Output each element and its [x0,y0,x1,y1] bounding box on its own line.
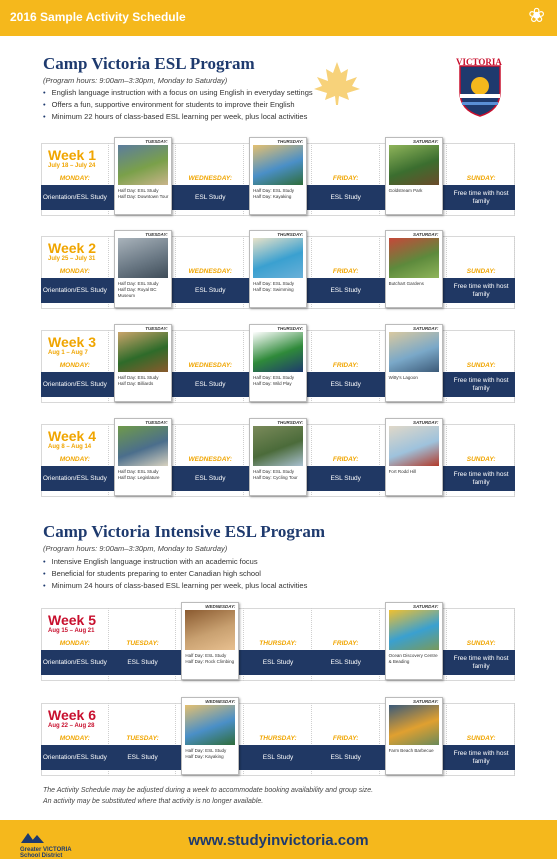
program-bullet: • Minimum 22 hours of class-based ESL learning per week, plus local activities [43,112,307,121]
day-label: FRIDAY: [332,175,359,182]
district-logo-text: Greater VICTORIA School District [20,847,72,859]
day-label: WEDNESDAY: [188,456,233,463]
activity-image [389,610,439,650]
day-label: MONDAY: [59,175,90,182]
day-activity: ESL Study [195,286,226,294]
week-row [41,420,515,497]
activity-image [118,145,168,185]
activity-photo [249,324,307,402]
activity-caption: Goldstream Park [388,188,423,193]
day-activity: Orientation/ESL Study [42,753,107,761]
activity-image [185,610,235,650]
activity-image [253,426,303,466]
week-dates: Aug 15 – Aug 21 [48,628,95,634]
week-number: Week 2 [48,240,96,256]
day-label: WEDNESDAY: [188,175,233,182]
day-activity: ESL Study [127,658,158,666]
activity-caption: Half Day: ESL Study Half Day: Cycling Tour [253,469,298,480]
program-bullet: • Beneficial for students preparing to enter Canadian high school [43,569,261,578]
day-label: SUNDAY: [466,175,496,182]
activity-image [118,332,168,372]
week-row [41,232,515,309]
activity-caption: Fort Rodd Hill [388,469,417,474]
photo-day-label: WEDNESDAY: [205,604,236,609]
schedule-note: The Activity Schedule may be adjusted during a week to accommodate booking availability and group size. [43,787,374,794]
activity-caption: Half Day: ESL Study Half Day: Kayaking [253,188,294,199]
activity-photo [385,324,443,402]
activity-image [389,145,439,185]
day-activity: ESL Study [195,474,226,482]
activity-image [185,705,235,745]
day-activity: Orientation/ESL Study [42,286,107,294]
day-label: FRIDAY: [332,640,359,647]
day-label: WEDNESDAY: [188,362,233,369]
photo-day-label: TUESDAY: [145,139,168,144]
week-number: Week 3 [48,334,96,350]
activity-photo [181,697,239,775]
activity-photo [114,137,172,215]
week-number: Week 5 [48,612,96,628]
day-activity: Orientation/ESL Study [42,193,107,201]
activity-image [389,238,439,278]
day-activity: ESL Study [195,380,226,388]
day-label: MONDAY: [59,640,90,647]
day-activity: ESL Study [330,753,361,761]
day-activity: ESL Study [127,753,158,761]
week-dates: July 25 – July 31 [48,256,96,262]
program-title: Camp Victoria Intensive ESL Program [43,522,326,541]
program-bullet: • Intensive English language instruction with an academic focus [43,557,258,566]
photo-day-label: TUESDAY: [145,326,168,331]
activity-caption: Half Day: ESL Study Half Day: Legislature [117,469,160,480]
activity-photo [249,230,307,308]
day-activity: ESL Study [262,753,294,761]
photo-day-label: THURSDAY: [277,232,304,237]
week-row [41,699,515,776]
day-label: FRIDAY: [332,735,359,742]
photo-day-label: SATURDAY: [412,420,439,425]
activity-photo [181,602,239,680]
day-label: MONDAY: [59,456,90,463]
photo-day-label: THURSDAY: [277,420,304,425]
activity-photo [114,418,172,496]
day-label: TUESDAY: [126,735,159,742]
day-activity: ESL Study [195,193,226,201]
activity-caption: Half Day: ESL Study Half Day: Wild Play [253,375,294,386]
photo-day-label: TUESDAY: [145,420,168,425]
day-label: SUNDAY: [466,456,496,463]
activity-image [253,145,303,185]
activity-photo [385,418,443,496]
maple-leaf-icon [312,60,362,106]
activity-caption: Half Day: ESL Study Half Day: Royal BC Museum [117,281,159,298]
week-number: Week 4 [48,428,96,444]
week-number: Week 6 [48,707,96,723]
day-label: FRIDAY: [332,268,359,275]
activity-caption: Farm Beach Barbecue [388,748,434,753]
activity-photo [385,697,443,775]
schedule-note: An activity may be substituted where that activity is no longer available. [43,798,264,805]
day-activity: Free time with host family [453,189,509,205]
activity-image [118,238,168,278]
photo-day-label: SATURDAY: [412,232,439,237]
photo-day-label: SATURDAY: [412,139,439,144]
week-row [41,604,515,681]
program-hours: (Program hours: 9:00am–3:30pm, Monday to Saturday) [43,544,228,553]
activity-photo [249,137,307,215]
day-label: MONDAY: [59,362,90,369]
week-dates: Aug 1 – Aug 7 [48,350,88,356]
photo-day-label: THURSDAY: [277,139,304,144]
activity-photo [249,418,307,496]
day-activity: ESL Study [330,193,361,201]
photo-day-label: WEDNESDAY: [205,699,236,704]
logo-text: VICTORIA [456,57,502,67]
week-number: Week 1 [48,147,96,163]
schedule-title: 2016 Sample Activity Schedule [10,10,186,24]
program-bullet: • English language instruction with a focus on using English in everyday settings [43,88,313,97]
day-label: WEDNESDAY: [188,268,233,275]
activity-caption: Half Day: ESL Study Half Day: Swimming [253,281,294,292]
week-dates: Aug 8 – Aug 14 [48,444,92,450]
photo-day-label: SATURDAY: [412,326,439,331]
activity-caption: Half Day: ESL Study Half Day: Billiards [117,375,159,386]
program-bullet: • Minimum 24 hours of class-based ESL learning per week, plus local activities [43,581,307,590]
day-label: SUNDAY: [466,268,496,275]
program-bullet: • Offers a fun, supportive environment for students to improve their English [43,100,295,109]
program-title: Camp Victoria ESL Program [43,54,255,73]
day-activity: ESL Study [330,658,361,666]
activity-photo [114,324,172,402]
activity-photo [114,230,172,308]
activity-caption: Ocean Discovery Centre & Beading [388,653,438,664]
day-activity: Free time with host family [453,282,509,298]
day-activity: ESL Study [262,658,294,666]
day-label: FRIDAY: [332,456,359,463]
photo-day-label: SATURDAY: [412,604,439,609]
photo-day-label: TUESDAY: [145,232,168,237]
activity-image [253,238,303,278]
day-activity: Free time with host family [453,654,509,670]
day-label: THURSDAY: [259,735,297,742]
week-dates: Aug 22 – Aug 28 [48,723,95,729]
header-bar [0,0,557,36]
activity-photo [385,230,443,308]
activity-caption: Half Day: ESL Study Half Day: Rock Climbing [185,653,235,664]
day-activity: Free time with host family [453,749,509,765]
activity-caption: Witty's Lagoon [388,375,418,380]
day-activity: Orientation/ESL Study [42,380,107,388]
day-activity: Free time with host family [453,470,509,486]
program-hours: (Program hours: 9:00am–3:30pm, Monday to Saturday) [43,76,228,85]
photo-day-label: SATURDAY: [412,699,439,704]
week-row [41,139,515,216]
day-activity: ESL Study [330,474,361,482]
activity-image [389,705,439,745]
activity-image [253,332,303,372]
website-link[interactable]: www.studyinvictoria.com [188,832,369,849]
activity-caption: Half Day: ESL Study Half Day: Kayaking [185,748,227,759]
activity-photo [385,137,443,215]
activity-image [389,426,439,466]
day-label: MONDAY: [59,268,90,275]
day-label: THURSDAY: [259,640,297,647]
activity-caption: Butchart Gardens [388,281,424,286]
day-label: MONDAY: [59,735,90,742]
day-activity: Free time with host family [453,376,509,392]
day-label: FRIDAY: [332,362,359,369]
day-activity: Orientation/ESL Study [42,474,107,482]
day-label: SUNDAY: [466,735,496,742]
week-row [41,326,515,403]
activity-image [118,426,168,466]
day-label: SUNDAY: [466,362,496,369]
maple-leaf-icon: ❀ [528,5,545,27]
day-activity: ESL Study [330,286,361,294]
day-label: TUESDAY: [126,640,159,647]
day-label: SUNDAY: [466,640,496,647]
day-activity: ESL Study [330,380,361,388]
day-activity: Orientation/ESL Study [42,658,107,666]
photo-day-label: THURSDAY: [277,326,304,331]
activity-caption: Half Day: ESL Study Half Day: Downtown Tour [117,188,169,199]
activity-photo [385,602,443,680]
activity-image [389,332,439,372]
week-dates: July 18 – July 24 [48,163,96,169]
